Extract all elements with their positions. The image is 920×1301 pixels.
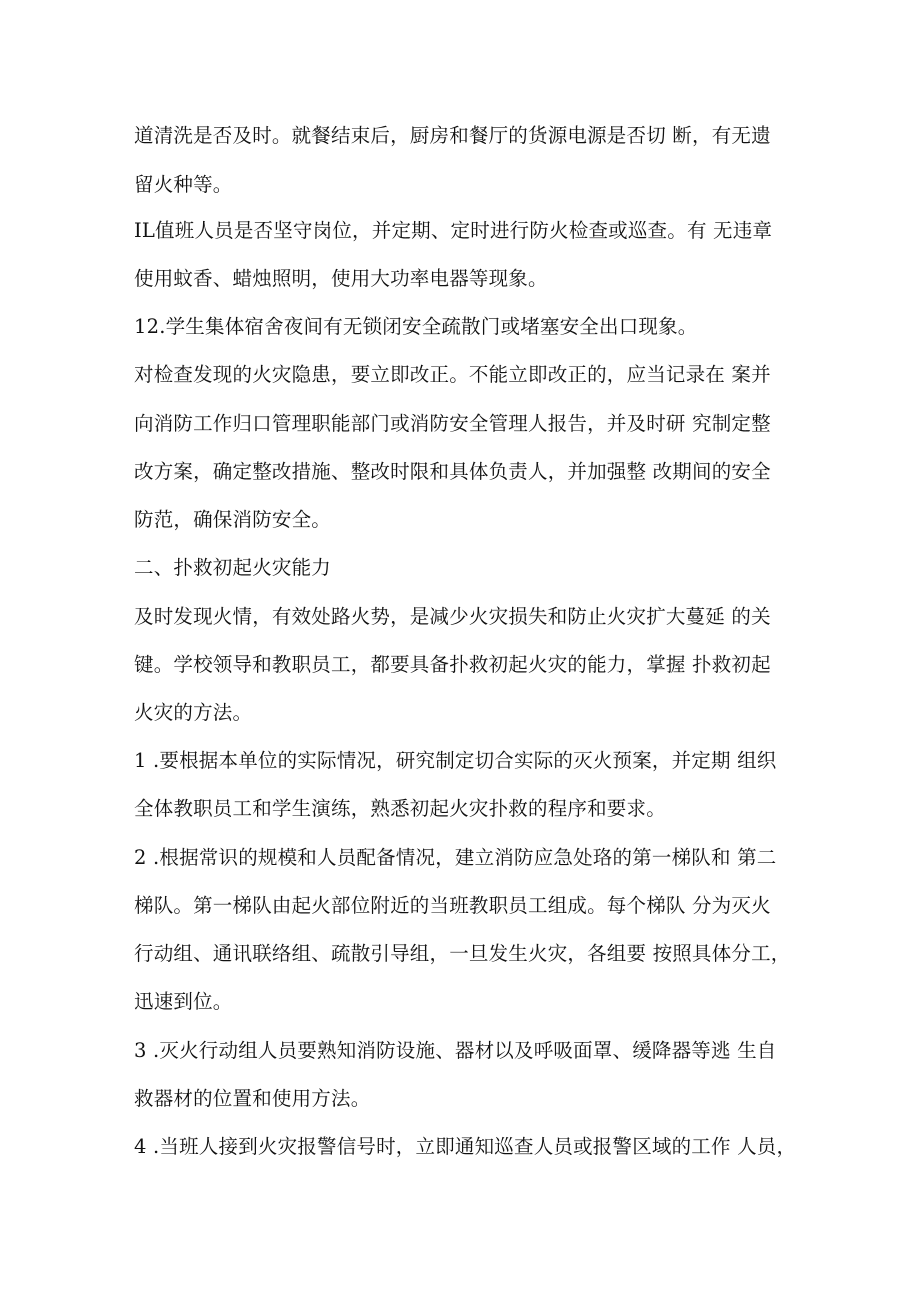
text-line: 全体教职员工和学生演练，熟悉初起火灾扑救的程序和要求。 <box>134 797 666 820</box>
text-line: 1 .要根据本单位的实际情况，研究制定切合实际的灭火预案，并定期 组织 <box>134 749 777 772</box>
text-line: 3 .灭火行动组人员要熟知消防设施、器材以及呼吸面罩、缓降器等逃 生自 <box>134 1039 777 1062</box>
text-line: 改方案，确定整改措施、整改时限和具体负责人，并加强整 改期间的安全 <box>134 460 771 483</box>
text-line: 使用蚊香、蜡烛照明，使用大功率电器等现象。 <box>134 267 548 290</box>
text-line: 留火种等。 <box>134 173 233 196</box>
text-line: 4 .当班人接到火灾报警信号时，立即通知巡查人员或报警区域的工作 人员， <box>134 1135 797 1158</box>
text-line: 救器材的位置和使用方法。 <box>134 1087 371 1110</box>
text-line: 对检查发现的火灾隐患，要立即改正。不能立即改正的，应当记录在 案并 <box>134 363 771 386</box>
text-line: 火灾的方法。 <box>134 701 253 724</box>
text-line: 梯队。第一梯队由起火部位附近的当班教职员工组成。每个梯队 分为灭火 <box>134 894 771 917</box>
text-line: 向消防工作归口管理职能部门或消防安全管理人报告，并及时研 究制定整 <box>134 412 771 435</box>
text-line: IL值班人员是否坚守岗位，并定期、定时进行防火检查或巡查。有 无违章 <box>134 219 773 242</box>
text-line: 及时发现火情，有效处路火势，是减少火灾损失和防止火灾扩大蔓延 的关 <box>134 605 771 628</box>
text-line: 行动组、通讯联络组、疏散引导组，一旦发生火灾，各组要 按照具体分工， <box>134 942 791 965</box>
text-line: 键。学校领导和教职员工，都要具备扑救初起火灾的能力，掌握 扑救初起 <box>134 653 771 676</box>
section-heading: 二、扑救初起火灾能力 <box>134 556 332 579</box>
text-line: 道清洗是否及时。就餐结束后，厨房和餐厅的货源电源是否切 断，有无遗 <box>134 124 771 147</box>
text-line: 防范，确保消防安全。 <box>134 508 332 531</box>
text-line: 迅速到位。 <box>134 990 233 1013</box>
text-line: 12.学生集体宿舍夜间有无锁闭安全疏散门或堵塞安全出口现象。 <box>134 315 698 338</box>
text-line: 2 .根据常识的规模和人员配备情况，建立消防应急处珞的第一梯队和 第二 <box>134 846 777 869</box>
